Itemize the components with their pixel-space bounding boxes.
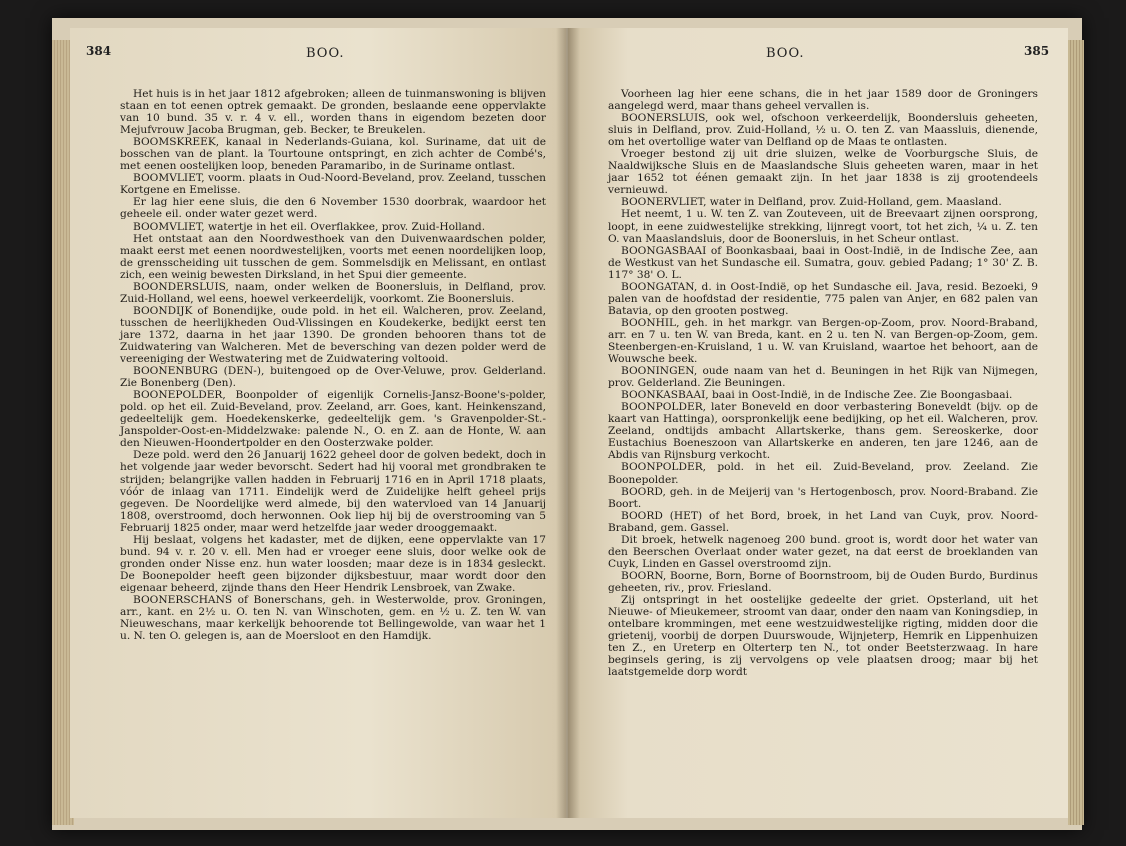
entry-boorn: BOORN, Boorne, Born, Borne of Boornstroom, bij de Ouden Burdo, Burdinus geheeten, riv., prov. Friesland. <box>608 569 1038 594</box>
right-page-edges <box>1068 40 1084 825</box>
entry-boomvliet-watertje: BOOMVLIET, watertje in het eil. Overflakkee, prov. Zuid-Holland. <box>133 220 486 233</box>
entry-boongatan: BOONGATAN, d. in Oost-Indië, op het Sundasche eil. Java, resid. Bezoeki, 9 palen van de hoofdstad der residentie, 775 palen van Anjer, en 682 palen van Batavia, op den grooten postweg. <box>608 280 1038 317</box>
paragraph: Dit broek, hetwelk nagenoeg 200 bund. groot is, wordt door het water van den Beerschen Overlaat onder water gezet, na dat eerst de broeklanden van Cuyk, Linden en Gassel overstroomd zijn. <box>608 533 1038 570</box>
paragraph: Het huis is in het jaar 1812 afgebroken; alleen de tuinmanswoning is blijven staan en tot eenen optrek gemaakt. De gronden, beslaande eene oppervlakte van 10 bund. 35 v. r. 4 v. ell., worden thans in eigendom bezeten door Mejufvrouw Jacoba Brugman, geb. Becker, te Breukelen. <box>120 88 546 137</box>
entry-boonpolder: BOONPOLDER, later Boneveld en door verbastering Boneveldt (bijv. op de kaart van Hattinga), oorspronkelijk eene bedijking, op het eil. Walcheren, prov. Zeeland, ondtijds ambacht Allartskerke, thans gem. Sereoskerke, door Eustachius Boeneszoon van Allartskerke en anderen, ten jare 1246, aan de Abdis van Rijnsburg verkocht. <box>608 401 1038 462</box>
paragraph: Hij beslaat, volgens het kadaster, met de dijken, eene oppervlakte van 17 bund. 94 v. r. 20 v. ell. Men had er vroeger eene sluis, door welke ook de gronden onder Nisse enz. hun water loosden; maar deze is in 1834 gesleckt. De Boonepolder heeft geen bijzonder dijksbestuur, maar wordt door den eigenaar beheerd, zijnde thans den Heer Hendrik Lensbroek, van Zwake. <box>120 533 546 594</box>
paragraph: Deze pold. werd den 26 Januarij 1622 geheel door de golven bedekt, doch in het volgende jaar weder bevorscht. Sedert had hij vooral met grondbraken te strijden; belangrijke vallen hadden in Februarij 1716 en in April 1718 plaats, vóór de inlaag van 1711. Eindelijk werd de Zuidelijke helft geheel prijs gegeven. De Noordelijke werd almede, bij den watervloed van 14 Januarij 1808, overstroomd, doch herwonnen. Ook liep hij bij de overstrooming van 5 Februarij 1825 onder, maar werd hetzelfde jaar weder drooggemaakt. <box>120 449 546 534</box>
paragraph: Vroeger bestond zij uit drie sluizen, welke de Voorburgsche Sluis, de Naaldwijksche Sluis en de Maaslandsche Sluis geheeten waren, maar in het jaar 1652 tot éénen gemaakt zijn. In het jaar 1838 is zij grootendeels vernieuwd. <box>608 148 1038 197</box>
left-page-header: BOO. <box>306 46 345 61</box>
entry-boord: BOORD, geh. in de Meijerij van 's Hertogenbosch, prov. Noord-Braband. Zie Boort. <box>608 485 1038 510</box>
entry-boonervliet: BOONERVLIET, water in Delfland, prov. Zuid-Holland, gem. Maasland. <box>621 196 1002 209</box>
right-page-number: 385 <box>1024 44 1050 58</box>
entry-boonpolder-2: BOONPOLDER, pold. in het eil. Zuid-Beveland, prov. Zeeland. Zie Boonepolder. <box>608 461 1038 486</box>
paragraph: Het neemt, 1 u. W. ten Z. van Zouteveen, uit de Breevaart zijnen oorsprong, loopt, in eene zuidwestelijke strekking, lijnregt voort, tot het zich, ¼ u. Z. ten O. van Maaslandsluis, door de Boonersluis, in het Scheur ontlast. <box>608 208 1038 245</box>
entry-boondijk: BOONDIJK of Bonendijke, oude pold. in het eil. Walcheren, prov. Zeeland, tusschen de heerlijkheden Oud-Vlissingen en Koudekerke, bedijkt eerst ten jare 1372, daarna in het jaar 1390. De gronden behooren thans tot de Zuidwatering van Walcheren. Met de beversching van dezen polder werd de vereeniging der Westwatering met de Zuidwatering voltooid. <box>120 304 546 366</box>
left-page-number: 384 <box>86 44 112 58</box>
paragraph: Zij ontspringt in het oostelijke gedeelte der griet. Opsterland, uit het Nieuwe- of Mieukemeer, stroomt van daar, onder den naam van Koningsdiep, in ontelbare krommingen, met eene westzuidwestelijke rigting, midden door die grietenij, voorbij de dorpen Duurswoude, Wijnjeterp, Hemrik en Lippenhuizen ten Z., en Ureterp en Olterterp ten N., tot onder Beetsterzwaag. In hare beginsels gering, is zij vervolgens op vele plaatsen droog; maar bij het laatstgemelde dorp wordt <box>608 593 1038 679</box>
entry-boondersluis: BOONDERSLUIS, naam, onder welken de Boonersluis, in Delfland, prov. Zuid-Holland, wel eens, hoewel verkeerdelijk, voorkomt. Zie Boonersluis. <box>120 280 546 305</box>
entry-boonepolder: BOONEPOLDER, Boonpolder of eigenlijk Cornelis-Jansz-Boone's-polder, pold. op het eil. Zuid-Beveland, prov. Zeeland, arr. Goes, kant. Heinkenszand, gedeeltelijk gem. Hoedekenskerke, gedeeltelijk gem. 's Gravenpolder-St.-Janspolder-Oost-en-Middelzwake: palende N., O. en Z. aan de Honte, W. aan den Nieuwen-Hoondertpolder en den Oosterzwake polder. <box>120 389 546 450</box>
paragraph: Er lag hier eene sluis, die den 6 November 1530 doorbrak, waardoor het geheele eil. onder water gezet werd. <box>120 196 546 221</box>
entry-boonkasbaai: BOONKASBAAI, baai in Oost-Indië, in de Indische Zee. Zie Boongasbaai. <box>621 389 1013 402</box>
entry-boonhil: BOONHIL, geh. in het markgr. van Bergen-op-Zoom, prov. Noord-Braband, arr. en 7 u. ten W. van Breda, kant. en 2 u. ten N. van Bergen-op-Zoom, gem. Steenbergen-en-Kruisland, 1 u. W. van Kruisland, waartoe het behoort, aan de Wouwsche beek. <box>608 316 1038 366</box>
entry-boord-het: BOORD (HET) of het Bord, broek, in het Land van Cuyk, prov. Noord-Braband, gem. Gassel. <box>608 509 1038 534</box>
entry-boonersluis: BOONERSLUIS, ook wel, ofschoon verkeerdelijk, Boondersluis geheeten, sluis in Delfland, prov. Zuid-Holland, ½ u. O. ten Z. van Maassluis, dienende, om het overtollige water van Delfland op de Maas te ontlasten. <box>608 112 1038 149</box>
entry-boomskreek: BOOMSKREEK, kanaal in Nederlands-Guiana, kol. Suriname, dat uit de bosschen van de plant. la Tourtoune ontspringt, en zich achter de Combé's, met eenen oostelijken loop, beneden Paramaribo, in de Suriname ontlast. <box>120 136 546 173</box>
right-page-header: BOO. <box>766 46 805 61</box>
entry-booningen: BOONINGEN, oude naam van het d. Beuningen in het Rijk van Nijmegen, prov. Gelderland. Zie Beuningen. <box>608 365 1038 390</box>
entry-boomvliet: BOOMVLIET, voorm. plaats in Oud-Noord-Beveland, prov. Zeeland, tusschen Kortgene en Emelisse. <box>120 172 546 197</box>
entry-boonerschans: BOONERSCHANS of Bonerschans, geh. in Westerwolde, prov. Groningen, arr., kant. en 2½ u. O. ten N. van Winschoten, gem. en ½ u. Z. ten W. van Nieuweschans, maar kerkelijk behoorende tot Bellingewolde, van waar het 1 u. N. ten O. gelegen is, aan de Moersloot en den Hamdijk. <box>120 593 546 643</box>
entry-boongasbaai: BOONGASBAAI of Boonkasbaai, baai in Oost-Indië, in de Indische Zee, aan de Westkust van het Sundasche eil. Sumatra, gouv. gebied Padang; 1° 30' Z. B. 117° 38' O. L. <box>608 244 1038 281</box>
entry-boonenburg: BOONENBURG (DEN-), buitengoed op de Over-Veluwe, prov. Gelderland. Zie Bonenberg (Den). <box>120 365 546 390</box>
book-gutter <box>556 28 580 818</box>
paragraph: Het ontstaat aan den Noordwesthoek van den Duivenwaardschen polder, maakt eerst met eenen noordwestelijken, voorts met eenen noordelijken loop, de grensscheiding uit tusschen de gem. Sommelsdijk en Melissant, en ontlast zich, een weinig bewesten Dirksland, in het Spui dier gemeente. <box>120 232 546 281</box>
left-page-text <box>120 88 546 642</box>
paragraph: Voorheen lag hier eene schans, die in het jaar 1589 door de Groningers aangelegd werd, maar thans geheel vervallen is. <box>608 88 1038 113</box>
right-page-text <box>608 88 1038 678</box>
